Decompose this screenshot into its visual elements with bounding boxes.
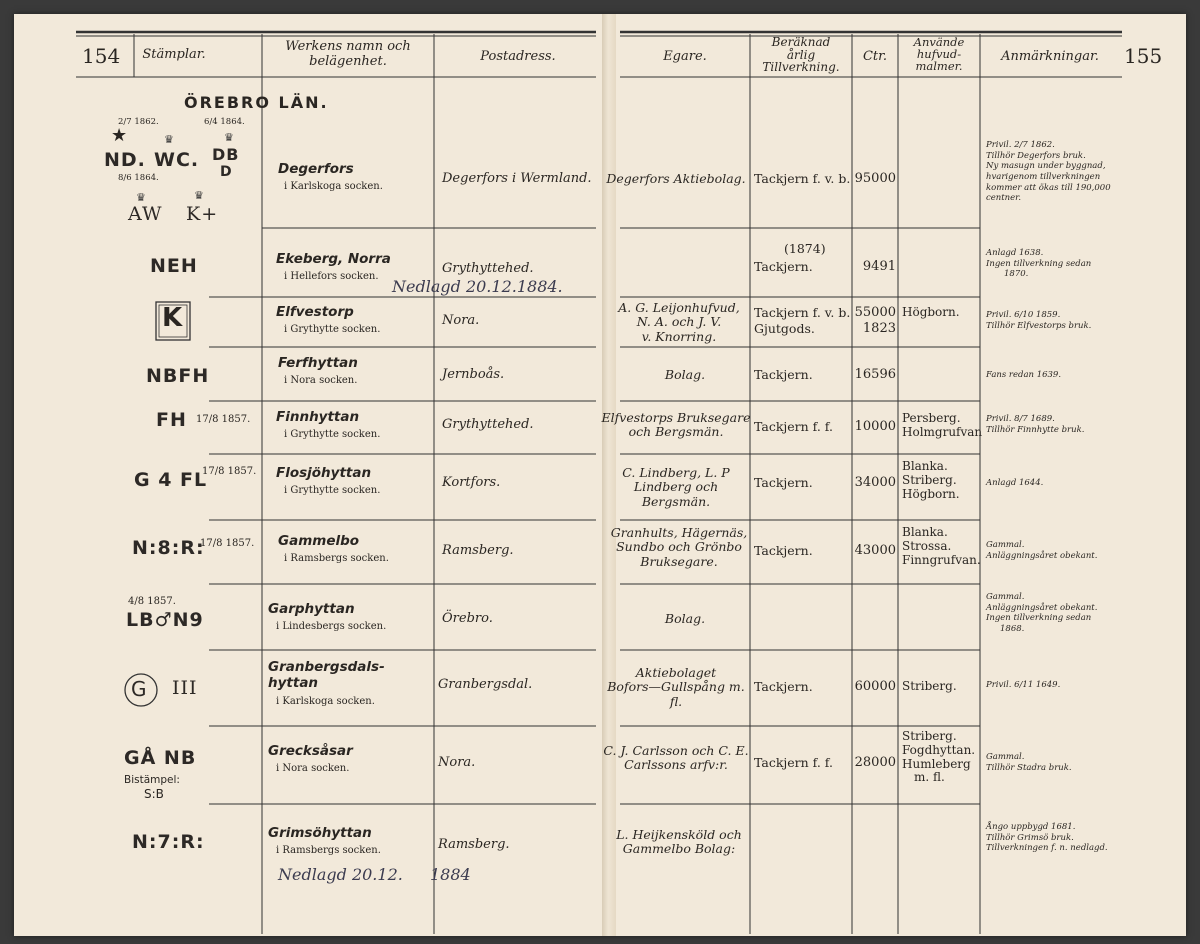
header-ctr: Ctr. [862,49,888,64]
star-icon: ★ [111,125,128,146]
stamp-mark: NBFH [146,365,210,387]
production: Tackjern. [754,475,813,490]
ore-line: Blanka. [902,525,948,539]
header-ores-line1: Använde [913,35,965,49]
owner-line: Sundbo och Grönbo [616,539,742,555]
crown-icon: ♛ [194,189,204,202]
works-parish: i Ramsbergs socken. [276,845,381,856]
remarks [986,752,1072,773]
works-name: Gammelbo [278,533,360,549]
stamp-mark: LB♂N9 [126,609,204,631]
header-production-line1: Beräknad [771,35,831,49]
works-name: Grimsöhyttan [268,825,372,841]
stamp-mark: D [220,164,233,180]
address: Nora. [442,313,480,328]
address: Ramsberg. [438,837,510,852]
remarks [986,370,1061,381]
works-name-line: Granbergsdals- [268,659,385,675]
address: Grythyttehed. [442,417,534,432]
header-production-line2: årlig [786,47,816,62]
stamp-date: 6/4 1864. [204,117,245,127]
stamp-mark: K [162,303,183,333]
owner: Degerfors Aktiebolag. [606,171,746,186]
ctr-value: 1823 [862,321,896,336]
production: Tackjern. [754,367,813,382]
address: Granbergsdal. [438,677,533,692]
page-number-left: 154 [82,44,121,68]
ore-line: Striberg. [902,472,957,487]
stamp-date: 17/8 1857. [202,466,257,477]
owner-line: Bofors—Gullspång m. fl. [607,679,745,709]
remarks [986,414,1084,435]
owner [604,526,754,569]
header-address: Postadress. [480,49,556,64]
owner-line: Carlssons arfv:r. [624,757,728,773]
owner-line: Granhults, Hägernäs, [610,525,748,540]
stamp-mark: G 4 FL [134,469,208,491]
ores: Högborn. [902,305,960,319]
book-spread [14,14,1186,936]
ctr-value: 43000 [854,543,896,558]
works-name: Finnhyttan [276,409,360,425]
production: Tackjern. [754,679,813,694]
remark-line: Anläggningsåret obekant. [986,550,1098,561]
remark-line: kommer att ökas till 190,000 [986,182,1111,193]
works-parish: i Nora socken. [276,763,350,774]
ore-line: Strossa. [902,538,952,553]
owner-line: Bruksegare. [640,553,718,569]
owner-line: C. Lindberg, L. P [622,465,730,480]
remark-line: 1870. [1004,269,1029,280]
address: Jernboås. [442,367,505,382]
owner-line: N. A. och J. V. [636,314,722,330]
remark-line: Gammal. [986,592,1025,602]
ore-line: Högborn. [902,486,960,501]
production-year: (1874) [784,241,826,256]
stamp-mark: G [131,677,148,701]
remark-line: Anlagd 1644. [986,478,1044,488]
crown-icon: ♛ [224,131,234,144]
owner [600,466,752,509]
header-stamps: Stämplar. [142,47,206,62]
stamp-mark: DB [212,145,240,164]
remark-line: hvarigenom tillverkningen [986,171,1101,182]
remark-line: Tillverkningen f. n. nedlagd. [986,843,1108,854]
header-production [750,36,852,74]
remarks [986,310,1091,331]
remark-line: centner. [986,193,1022,204]
ore-line: Humleberg [902,756,971,771]
remark-line: Privil. 6/11 1649. [986,680,1061,690]
ctr-value: 28000 [854,755,896,770]
stamp-mark: NEH [150,255,198,277]
ores [902,730,975,785]
handwritten-note: 1884 [430,865,471,884]
works-parish: i Grythytte socken. [284,485,381,496]
owner-line: och Bergsmän. [628,424,724,440]
stamp-date: 17/8 1857. [200,538,255,549]
remarks [986,540,1097,561]
works-parish: i Hellefors socken. [284,271,379,282]
owner-line: Elfvestorps Bruksegare [601,410,751,425]
works-name: Ferfhyttan [278,355,358,371]
remark-line: Privil. 2/7 1862. [986,140,1055,150]
ores [902,412,982,440]
owner [600,744,752,773]
owner [600,666,752,709]
header-works [262,40,434,70]
works-name: Grecksåsar [268,743,353,759]
works-name: Degerfors [278,161,354,177]
remark-line: Fans redan 1639. [986,370,1062,380]
owner-line: Lindberg och Bergsmän. [633,479,719,509]
stamp-mark: III [172,677,198,699]
ctr-value: 95000 [854,171,896,186]
remark-line: Gammal. [986,540,1025,550]
owner-line: A. G. Leijonhufvud, [618,300,740,315]
stamp-sub-mark: S:B [144,787,164,801]
remark-line: Anlagd 1638. [986,248,1044,258]
stamp-mark: ND. [104,149,146,171]
stamp-mark: FH [156,409,187,431]
handwritten-note: Nedlagd 20.12. [278,865,403,884]
remark-line: Anläggningsåret obekant. [986,602,1098,613]
ores: Striberg. [902,679,957,693]
ctr-value: 10000 [854,419,896,434]
works-name: Ekeberg, Norra [276,251,391,267]
remark-line: Ingen tillverkning sedan [986,258,1092,269]
ore-line: Persberg. [902,411,961,425]
header-ores-line2: hufvud- [916,47,962,62]
remark-line: Privil. 8/7 1689. [986,414,1055,424]
stamp-sub-label: Bistämpel: [124,774,180,786]
page-number-right: 155 [1124,44,1163,68]
header-owner: Egare. [663,49,707,64]
works-name: Flosjöhyttan [276,465,372,481]
ctr-value: 9491 [862,259,896,274]
stamp-mark: GÅ NB [124,747,197,769]
works-name-line: hyttan [268,674,319,691]
remark-line: Ångo uppbygd 1681. [986,822,1076,832]
ctr-value: 34000 [854,475,896,490]
remark-line: Tillhör Degerfors bruk. [986,150,1086,161]
ore-line: Holmgrufvan [902,424,983,439]
works-parish: i Nora socken. [284,375,358,386]
production: Tackjern f. f. [754,755,833,770]
stamp-mark: AW [128,203,163,225]
owner-line: L. Heijkensköld och [616,827,742,842]
remarks [986,140,1111,204]
remark-line: Tillhör Finnhytte bruk. [986,424,1085,435]
county-heading: ÖREBRO LÄN. [184,93,329,112]
header-ores-line3: malmer. [915,59,963,74]
production: Tackjern f. f. [754,419,833,434]
works-parish: i Karlskoga socken. [276,696,375,707]
owner: Bolag. [664,611,706,626]
production: Gjutgods. [754,321,815,336]
works-name: Elfvestorp [276,304,354,320]
remarks [986,680,1060,691]
works-parish: i Lindesbergs socken. [276,621,387,632]
works-name [268,660,385,691]
remarks [986,478,1043,489]
header-works-line2: belägenhet. [309,53,387,69]
remark-line: Ingen tillverkning sedan [986,613,1092,624]
owner-line: v. Knorring. [641,328,717,344]
ore-line: m. fl. [914,770,945,785]
crown-icon: ♛ [164,133,174,146]
ore-line: Blanka. [902,459,948,473]
production: Tackjern. [754,543,813,558]
production: Tackjern f. v. b. [754,171,851,186]
works-parish: i Ramsbergs socken. [284,553,389,564]
ctr-value: 60000 [854,679,896,694]
remarks [986,822,1108,854]
handwritten-note: Nedlagd 20.12.1884. [392,277,563,296]
owner [604,301,754,344]
works-parish: i Grythytte socken. [284,324,381,335]
ore-line: Striberg. [902,729,957,743]
ores [902,526,981,567]
remark-line: Tillhör Stadra bruk. [986,762,1072,773]
remarks [986,248,1091,280]
stamp-mark: K+ [186,203,219,225]
owner: Bolag. [664,367,706,382]
stamp-date: 4/8 1857. [128,596,176,607]
header-works-line1: Werkens namn och [285,39,411,54]
stamp-mark: WC. [154,149,200,171]
ores [902,460,960,501]
remark-line: Gammal. [986,752,1025,762]
works-parish: i Grythytte socken. [284,429,381,440]
production: Tackjern f. v. b. [754,305,851,320]
owner-line: C. J. Carlsson och C. E. [603,743,749,758]
stamp-date: 8/6 1864. [118,173,159,183]
remark-line: Tillhör Grimsö bruk. [986,832,1074,843]
header-ores [898,36,980,72]
ore-line: Finngrufvan. [902,552,981,567]
crown-icon: ♛ [136,191,146,204]
owner-line: Gammelbo Bolag: [622,841,736,857]
remark-line: Tillhör Elfvestorps bruk. [986,320,1092,331]
remark-line: Ny masugn under byggnad, [986,161,1106,172]
header-remarks: Anmärkningar. [1001,49,1099,64]
ctr-value: 55000 [854,305,896,320]
address: Grythyttehed. [442,261,534,276]
owner [600,411,752,440]
stamp-date: 2/7 1862. [118,117,159,127]
stamp-mark: N:7:R: [132,831,205,853]
address: Nora. [438,755,476,770]
owner [604,828,754,857]
ore-line: Fogdhyttan. [902,742,976,757]
address: Ramsberg. [442,543,514,558]
production: Tackjern. [754,259,813,274]
header-production-line3: Tillverkning. [762,60,840,75]
stamp-date: 17/8 1857. [196,414,251,425]
owner-line: Aktiebolaget [635,665,717,680]
remark-line: Privil. 6/10 1859. [986,310,1061,320]
works-parish: i Karlskoga socken. [284,181,383,192]
ctr-value: 16596 [854,367,896,382]
works-name: Garphyttan [268,601,355,617]
address: Degerfors i Wermland. [442,171,592,186]
remarks [986,592,1097,635]
remark-line: 1868. [1000,623,1025,634]
address: Örebro. [442,611,493,626]
address: Kortfors. [442,475,501,490]
stamp-mark: N:8:R: [132,537,205,559]
